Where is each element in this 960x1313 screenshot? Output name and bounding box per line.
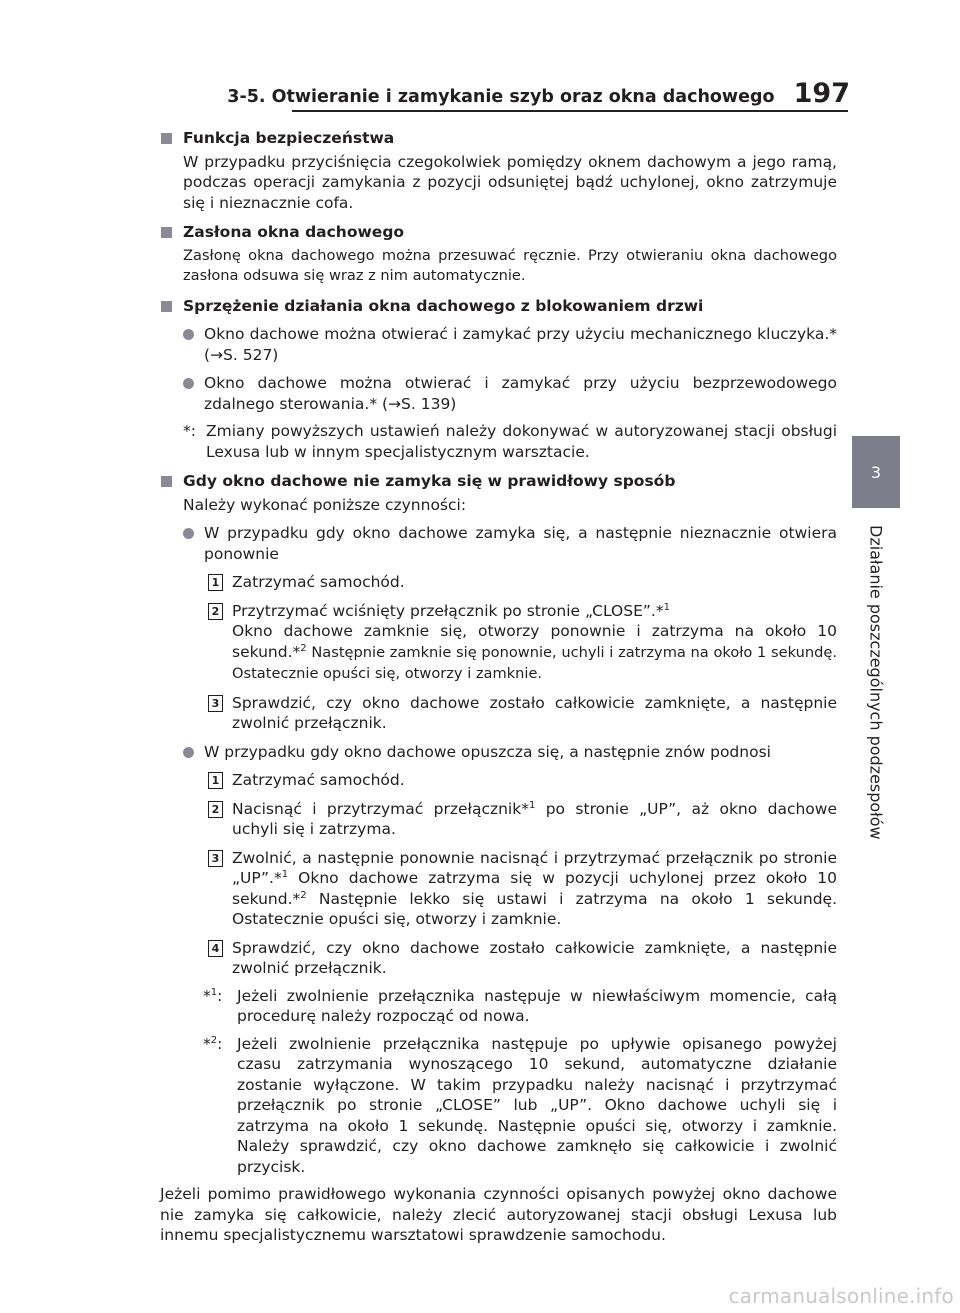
page-number: 197 [793, 78, 850, 109]
step-number: 4 [208, 940, 223, 957]
circle-bullet-icon [183, 747, 194, 758]
chapter-tab [852, 436, 900, 508]
footnote: *$^2$: Jeżeli zwolnienie przełącznika następuje po upływie opisanego powyżej czasu zatrzymania wynoszącego 10 sekund, automatyczne działanie zostanie wyłączone. W takim przypadku należy nacisnąć i przytrzymać przełącznik po stronie „CLOSE” lub „UP”. Okno dachowe uchyli się i zatrzyma na około 1 sekundę. Następnie opuści się, otworzy i zamknie. Należy sprawdzić, czy okno dachowe zamknęło się całkowicie i zwolnić przycisk. [203, 1034, 837, 1176]
square-bullet-icon [161, 133, 172, 144]
step-item: 1 Zatrzymać samochód. [160, 770, 837, 791]
step-item: 4 Sprawdzić, czy okno dachowe zostało całkowicie zamknięte, a następnie zwolnić przełącznik. [160, 938, 837, 979]
footnote: *: Zmiany powyższych ustawień należy dokonywać w autoryzowanej stacji obsługi Lexusa lub w innym specjalistycznym warsztacie. [183, 422, 837, 461]
circle-bullet-icon [183, 528, 194, 539]
square-bullet-icon [161, 301, 172, 312]
step-number: 1 [208, 574, 223, 591]
section-heading: Zasłona okna dachowego [160, 222, 837, 243]
step-number: 2 [208, 801, 223, 818]
footnote-mark: *: [183, 422, 196, 440]
section-intro: Należy wykonać poniższe czynności: [183, 495, 467, 514]
list-item: W przypadku gdy okno dachowe opuszcza się, a następnie znów podnosi [160, 742, 837, 763]
step-item: 1 Zatrzymać samochód. [160, 572, 837, 593]
footnote-mark: *$^2$: [203, 1034, 223, 1053]
circle-bullet-icon [183, 329, 194, 340]
chapter-title: Działanie poszczególnych podzespołów [866, 525, 886, 840]
step-number: 2 [208, 603, 223, 620]
section-title: 3-5. Otwieranie i zamykanie szyb oraz okna dachowego [227, 87, 775, 107]
square-bullet-icon [161, 227, 172, 238]
square-bullet-icon [161, 476, 172, 487]
header-rule [292, 110, 848, 112]
page-content [160, 128, 837, 1246]
step-number: 3 [208, 850, 223, 867]
step-item: 3 Sprawdzić, czy okno dachowe zostało całkowicie zamknięte, a następnie zwolnić przełącznik. [160, 693, 837, 734]
section-heading: Funkcja bezpieczeństwa [160, 128, 837, 149]
footnote: *$^1$: Jeżeli zwolnienie przełącznika następuje w niewłaściwym momencie, całą procedurę należy rozpocząć od nowa. [203, 986, 837, 1025]
list-item: Okno dachowe można otwierać i zamykać przy użyciu mechanicznego kluczyka.* (→S. 527) [160, 324, 837, 365]
closing-paragraph: Jeżeli pomimo prawidłowego wykonania czynności opisanych powyżej okno dachowe nie zamyka się całkowicie, należy zlecić autoryzowanej stacji obsługi Lexusa lub innemu specjalistycznemu warsztatowi sprawdzenie samochodu. [160, 1185, 837, 1244]
section-paragraph: W przypadku przyciśnięcia czegokolwiek pomiędzy oknem dachowym a jego ramą, podczas operacji zamykania z pozycji odsuniętej bądź uchylonej, okno zatrzymuje się i nieznacznie cofa. [183, 152, 837, 212]
section-heading: Gdy okno dachowe nie zamyka się w prawidłowy sposób [160, 471, 837, 492]
section-heading: Sprzężenie działania okna dachowego z blokowaniem drzwi [160, 296, 837, 317]
list-item: W przypadku gdy okno dachowe zamyka się, a następnie nieznacznie otwiera ponownie [160, 523, 837, 564]
step-number: 1 [208, 772, 223, 789]
step-item: 2 Przytrzymać wciśnięty przełącznik po stronie „CLOSE”.*$^1$ Okno dachowe zamknie się, otworzy ponownie i zatrzyma na około 10 sekund.*$^2$ Następnie zamknie się ponownie, uchyli i zatrzyma na około 1 sekundę. Ostatecznie opuści się, otworzy i zamknie. [160, 601, 837, 685]
list-item: Okno dachowe można otwierać i zamykać przy użyciu bezprzewodowego zdalnego sterowania.* (→S. 139) [160, 373, 837, 414]
section-paragraph: Zasłonę okna dachowego można przesuwać ręcznie. Przy otwieraniu okna dachowego zasłona odsuwa się wraz z nim automatycznie. [183, 246, 837, 284]
page-header [0, 78, 850, 108]
footnote-mark: *$^1$: [203, 986, 223, 1005]
step-number: 3 [208, 695, 223, 712]
step-item: 2 Nacisnąć i przytrzymać przełącznik*$^1$ po stronie „UP”, aż okno dachowe uchyli się i zatrzyma. [160, 799, 837, 840]
chapter-number: 3 [870, 462, 882, 482]
circle-bullet-icon [183, 378, 194, 389]
step-item: 3 Zwolnić, a następnie ponownie nacisnąć i przytrzymać przełącznik po stronie „UP”.*$^1$ Okno dachowe zatrzyma się w pozycji uchylonej przez około 10 sekund.*$^2$ Następnie lekko się ustawi i zatrzyma na około 1 sekundę. Ostatecznie opuści się, otworzy i zamknie. [160, 848, 837, 930]
watermark: carmanualsonline.info [728, 1284, 954, 1308]
